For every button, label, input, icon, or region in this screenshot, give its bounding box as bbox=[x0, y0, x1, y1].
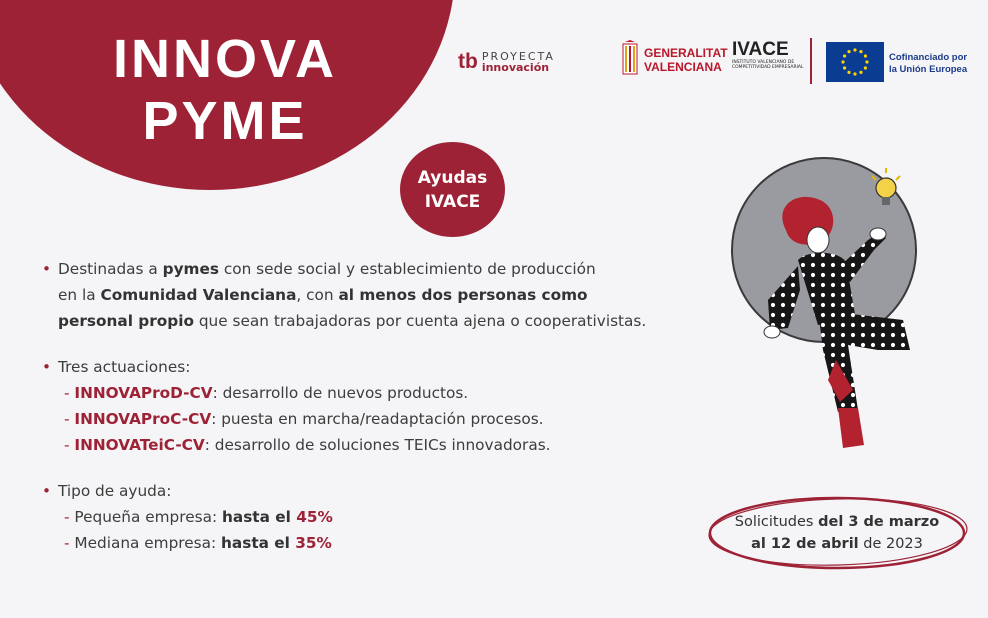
eu-line1: Cofinanciado por bbox=[889, 52, 968, 63]
ayuda-item: - Mediana empresa: hasta el 35% bbox=[64, 534, 332, 552]
woman-lightbulb-illustration bbox=[728, 150, 928, 460]
bold-pymes: pymes bbox=[162, 260, 219, 278]
title-line-1: INNOVA bbox=[112, 29, 337, 89]
generalitat-shield-icon bbox=[622, 40, 638, 80]
page-title bbox=[60, 28, 390, 152]
date-start: del 3 de marzo bbox=[818, 514, 940, 530]
ayudas-ivace-badge bbox=[400, 142, 505, 237]
ayuda-percent: 45% bbox=[296, 508, 333, 526]
actuacion-name: INNOVAProC-CV bbox=[74, 410, 212, 428]
eu-line2: la Unión Europea bbox=[889, 64, 968, 75]
proyecta-innovacion-logo bbox=[458, 50, 555, 74]
bold-comunidad: Comunidad Valenciana bbox=[100, 286, 297, 304]
ivace-sub1: INSTITUTO VALENCIANO DE bbox=[732, 60, 795, 65]
actuacion-item: - INNOVAProC-CV: puesta en marcha/readaptación procesos. bbox=[64, 410, 544, 428]
text: que sean trabajadoras por cuenta ajena o cooperativistas. bbox=[193, 312, 647, 330]
eu-cofinanciado-text bbox=[889, 52, 967, 76]
generalitat-logo bbox=[622, 40, 728, 80]
text: con sede social y establecimiento de producción bbox=[218, 260, 596, 278]
actuacion-desc: : puesta en marcha/readaptación procesos. bbox=[211, 410, 544, 428]
dates-stamp bbox=[712, 498, 962, 568]
main-content bbox=[40, 256, 646, 556]
text: en la bbox=[58, 286, 101, 304]
ayuda-percent: 35% bbox=[295, 534, 332, 552]
bold-personas: al menos dos personas como bbox=[338, 286, 588, 304]
ivace-logo bbox=[732, 40, 804, 70]
ivace-wordmark: IVACE bbox=[732, 39, 789, 60]
bold-personal-propio: personal propio bbox=[58, 312, 194, 330]
dates-line2 bbox=[712, 533, 962, 555]
ayuda-label: Mediana empresa: bbox=[74, 534, 222, 552]
actuacion-name: INNOVAProD-CV bbox=[74, 384, 213, 402]
dates-line1 bbox=[712, 511, 962, 533]
badge-line-1: Ayudas bbox=[417, 167, 488, 188]
eu-flag-icon bbox=[826, 42, 884, 82]
text: de 2023 bbox=[858, 536, 923, 552]
gv-line1: GENERALITAT bbox=[644, 46, 728, 60]
actuacion-item: - INNOVATeiC-CV: desarrollo de soluciones TEICs innovadoras. bbox=[64, 436, 551, 454]
bullet-tipo-ayuda bbox=[40, 478, 646, 504]
actuacion-desc: : desarrollo de soluciones TEICs innovadoras. bbox=[204, 436, 551, 454]
title-line-2: PYME bbox=[142, 91, 308, 151]
tipo-ayuda-title: Tipo de ayuda: bbox=[58, 482, 172, 500]
text: , con bbox=[296, 286, 339, 304]
actuaciones-title: Tres actuaciones: bbox=[58, 358, 191, 376]
proyecta-line2: innovación bbox=[481, 60, 550, 74]
ayuda-item: - Pequeña empresa: hasta el 45% bbox=[64, 508, 333, 526]
actuacion-item: - INNOVAProD-CV: desarrollo de nuevos productos. bbox=[64, 384, 469, 402]
date-end: al 12 de abril bbox=[751, 536, 859, 552]
gv-line2: VALENCIANA bbox=[644, 60, 722, 74]
proyecta-mark: tb bbox=[458, 50, 478, 73]
bullet-actuaciones bbox=[40, 354, 646, 380]
bullet-beneficiarios bbox=[40, 256, 646, 334]
ayuda-bold: hasta el bbox=[221, 534, 296, 552]
text: Destinadas a bbox=[58, 260, 163, 278]
badge-line-2: IVACE bbox=[424, 191, 481, 212]
ayuda-bold: hasta el bbox=[221, 508, 297, 526]
actuacion-name: INNOVATeiC-CV bbox=[74, 436, 205, 454]
ayuda-label: Pequeña empresa: bbox=[74, 508, 222, 526]
text: Solicitudes bbox=[734, 514, 819, 530]
logo-divider bbox=[810, 38, 812, 84]
ivace-sub2: COMPETITIVIDAD EMPRESARIAL bbox=[732, 65, 804, 70]
actuacion-desc: : desarrollo de nuevos productos. bbox=[212, 384, 469, 402]
proyecta-line1: PROYECTA bbox=[481, 49, 555, 63]
